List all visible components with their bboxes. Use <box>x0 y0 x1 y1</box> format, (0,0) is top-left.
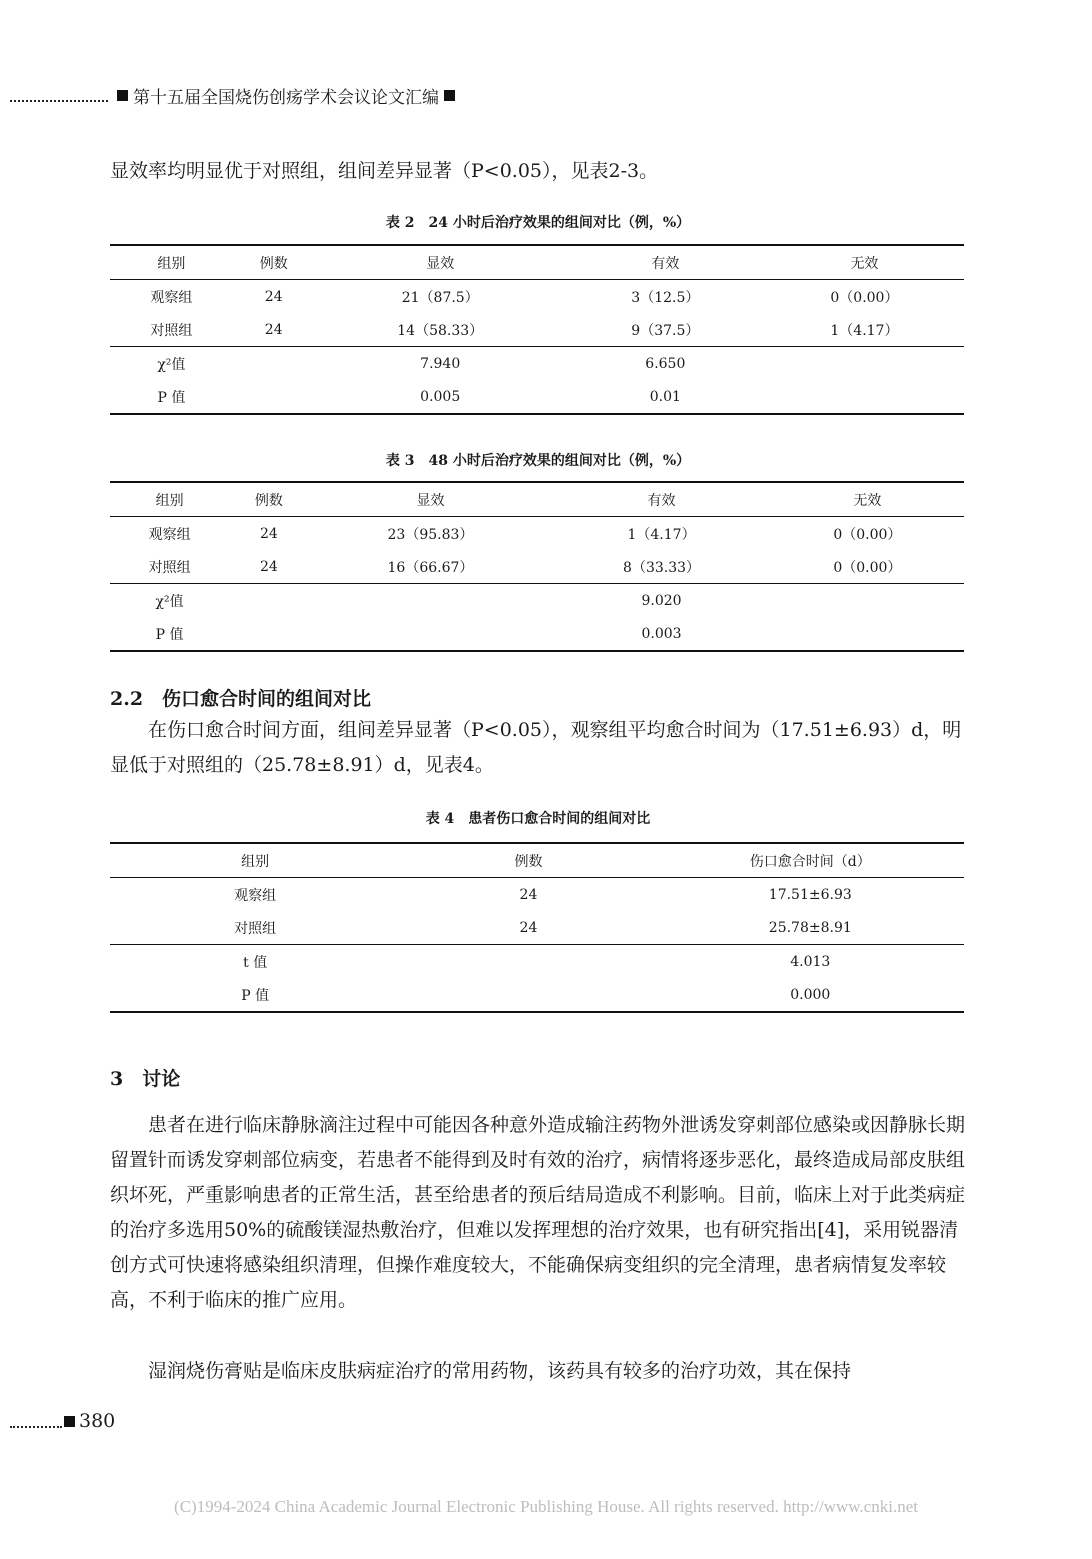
table-cell <box>400 945 656 979</box>
table-cell: 对照组 <box>234 920 277 937</box>
table-cell <box>771 584 964 618</box>
table-cell: χ²值 <box>155 593 184 610</box>
section-2-2-text: 在伤口愈合时间方面，组间差异显著（P<0.05），观察组平均愈合时间为（17.51±6.93）d，明显低于对照组的（25.78±8.91）d，见表4。 <box>110 719 962 776</box>
table-cell: 0.003 <box>641 625 682 642</box>
table-cell: 对照组 <box>148 559 191 576</box>
table-cell <box>765 380 964 414</box>
column-header: 有效 <box>647 492 676 509</box>
section-3-heading: 3 讨论 <box>110 1068 181 1090</box>
column-header: 例数 <box>259 255 288 272</box>
table-cell <box>229 617 308 651</box>
table-cell: 21（87.5） <box>401 289 479 306</box>
column-header: 有效 <box>651 255 680 272</box>
column-header: 无效 <box>853 492 882 509</box>
column-header: 组别 <box>241 853 270 870</box>
table-cell: 对照组 <box>150 322 193 339</box>
table-cell: 24 <box>519 886 538 903</box>
table-row <box>110 347 964 381</box>
copyright-notice: (C)1994-2024 China Academic Journal Electronic Publishing House. All rights reserved. http://www.cnki.net <box>174 1497 918 1516</box>
column-header: 组别 <box>155 492 184 509</box>
table-cell: 24 <box>264 288 283 305</box>
table-cell: 16（66.67） <box>387 559 474 576</box>
table-cell: 0.005 <box>420 388 461 405</box>
table-cell <box>400 978 656 1012</box>
table-cell: χ²值 <box>157 356 186 373</box>
table2 <box>110 244 964 415</box>
table-row <box>110 878 964 912</box>
table-cell: 1（4.17） <box>830 322 899 339</box>
section-2-2-heading: 2.2 伤口愈合时间的组间对比 <box>110 688 372 710</box>
table-cell <box>233 347 315 381</box>
table3 <box>110 481 964 652</box>
table-cell: 观察组 <box>148 526 191 543</box>
footer-dots <box>10 1414 62 1428</box>
column-header: 例数 <box>514 853 543 870</box>
table-cell <box>765 347 964 381</box>
page-footer <box>10 1410 115 1432</box>
table-cell: P 值 <box>241 987 270 1004</box>
table-cell: 24 <box>264 321 283 338</box>
table-cell <box>771 617 964 651</box>
table-header-row <box>110 245 964 280</box>
table-cell: 观察组 <box>234 887 277 904</box>
page-number: 380 <box>79 1410 116 1432</box>
table-cell: 观察组 <box>150 289 193 306</box>
table-cell: 0（0.00） <box>833 559 902 576</box>
table-cell: 14（58.33） <box>397 322 484 339</box>
square-bullet-icon <box>64 1416 75 1427</box>
table-row <box>110 280 964 314</box>
table4 <box>110 842 964 1013</box>
table-cell: P 值 <box>157 389 186 406</box>
running-header <box>10 84 530 106</box>
table-row <box>110 313 964 347</box>
section-3-para2: 湿润烧伤膏贴是临床皮肤病症治疗的常用药物，该药具有较多的治疗功效，其在保持 <box>148 1360 852 1382</box>
column-header: 例数 <box>254 492 283 509</box>
table-cell: t 值 <box>243 954 268 971</box>
table-cell: 17.51±6.93 <box>768 886 852 903</box>
section-3-para1: 患者在进行临床静脉滴注过程中可能因各种意外造成输注药物外泄诱发穿刺部位感染或因静脉长期留置针而诱发穿刺部位病变，若患者不能得到及时有效的治疗，病情将逐步恶化，最终造成局部皮肤组织坏死，严重影响患者的正常生活，甚至给患者的预后结局造成不利影响。目前，临床上对于此类病症的治疗多选用50%的硫酸镁湿热敷治疗，但难以发挥理想的治疗效果，也有研究指出[4]，采用锐器清创方式可快速将感染组织清理，但操作难度较大，不能确保病变组织的完全清理，患者病情复发率较高，不利于临床的推广应用。 <box>110 1114 966 1311</box>
table-cell: 9（37.5） <box>631 322 700 339</box>
table-cell: 24 <box>259 558 278 575</box>
column-header: 无效 <box>850 255 879 272</box>
table-cell: 9.020 <box>641 592 682 609</box>
table-row <box>110 380 964 414</box>
table3-caption: 表 3 48 小时后治疗效果的组间对比（例，%） <box>385 453 691 469</box>
table-cell: 0.000 <box>790 986 831 1003</box>
table-cell: 6.650 <box>645 355 686 372</box>
table-cell: 4.013 <box>790 953 831 970</box>
table-cell: 7.940 <box>420 355 461 372</box>
header-title: 第十五届全国烧伤创疡学术会议论文汇编 <box>133 87 439 108</box>
table-cell: 3（12.5） <box>631 289 700 306</box>
table-header-row <box>110 843 964 878</box>
header-dots <box>10 88 108 102</box>
table-cell: 0（0.00） <box>833 526 902 543</box>
table-row <box>110 617 964 651</box>
column-header: 显效 <box>416 492 445 509</box>
table-header-row <box>110 482 964 517</box>
table-cell: 24 <box>259 525 278 542</box>
table-row <box>110 584 964 618</box>
table-cell: 1（4.17） <box>627 526 696 543</box>
table2-caption: 表 2 24 小时后治疗效果的组间对比（例，%） <box>385 215 691 231</box>
table-cell <box>309 584 553 618</box>
square-bullet-icon <box>117 90 128 101</box>
intro-line: 显效率均明显优于对照组，组间差异显著（P<0.05），见表2-3。 <box>110 160 659 182</box>
table-row <box>110 517 964 551</box>
table-cell: P 值 <box>155 626 184 643</box>
table-cell <box>233 380 315 414</box>
table-row <box>110 978 964 1012</box>
square-bullet-icon <box>444 90 455 101</box>
table-cell: 24 <box>519 919 538 936</box>
table-cell: 23（95.83） <box>387 526 474 543</box>
table-row <box>110 550 964 584</box>
table-row <box>110 945 964 979</box>
table4-caption: 表 4 患者伤口愈合时间的组间对比 <box>425 811 651 827</box>
table-cell: 0（0.00） <box>830 289 899 306</box>
table-cell: 0.01 <box>649 388 681 405</box>
column-header: 伤口愈合时间（d） <box>749 853 871 870</box>
table-row <box>110 911 964 945</box>
column-header: 显效 <box>426 255 455 272</box>
table-cell <box>309 617 553 651</box>
table-cell <box>229 584 308 618</box>
table-cell: 8（33.33） <box>623 559 701 576</box>
column-header: 组别 <box>157 255 186 272</box>
table-cell: 25.78±8.91 <box>768 919 852 936</box>
